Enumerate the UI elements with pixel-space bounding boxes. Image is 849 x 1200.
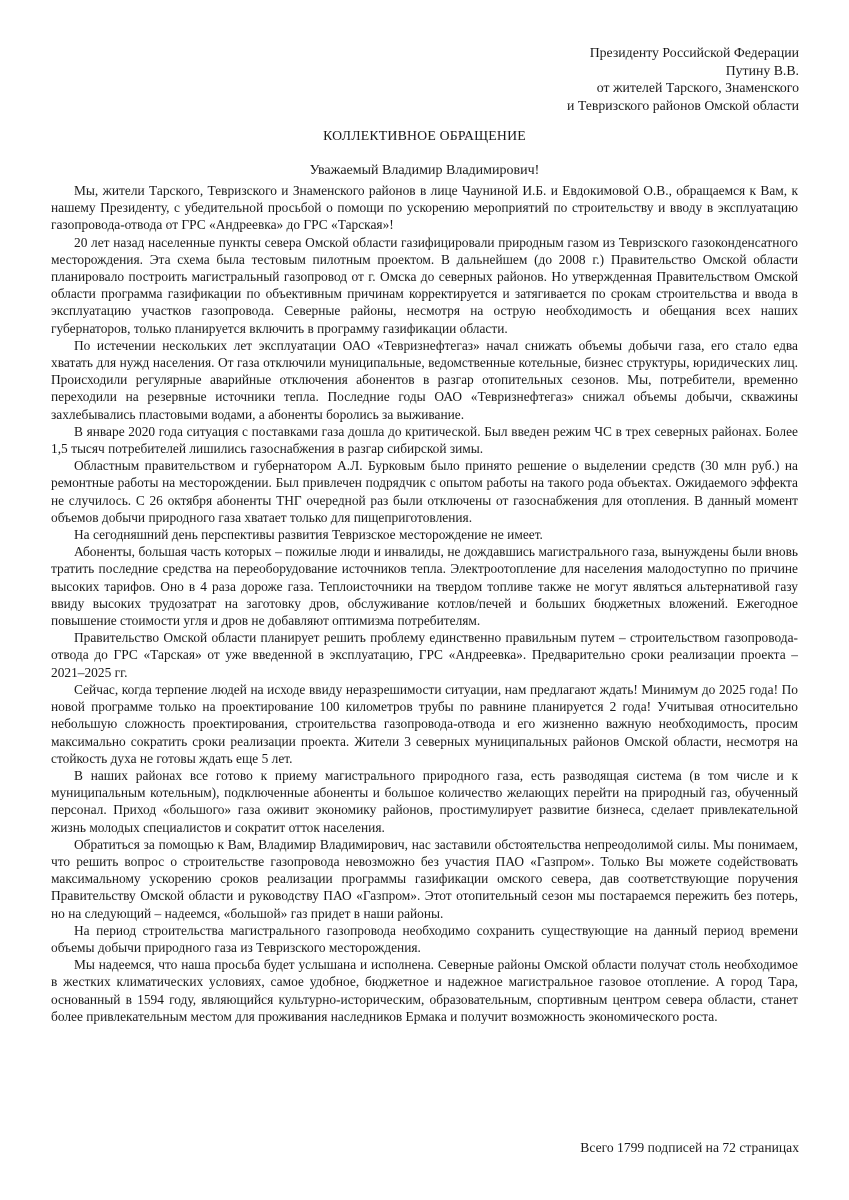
paragraph: Областным правительством и губернатором А.Л. Бурковым было принято решение о выделении средств (30 млн руб.) на ремонтные работы на месторождении. Был привлечен подрядчик с опытом работы на такого рода объектах. Ожидаемого эффекта не случилось. С 26 октября абоненты ТНГ очередной раз были отключены от газоснабжения для отопления. В данный момент объемов добычи природного газа хватает только для пищеприготовления. xyxy=(51,458,798,525)
paragraph: По истечении нескольких лет эксплуатации ОАО «Тевризнефтегаз» начал снижать объемы добычи газа, его стало едва хватать для нужд населения. От газа отключили муниципальные, ведомственные котельные, бизнес структуры, юридических лиц. Происходили регулярные аварийные отключения абонентов в разгар отопительных сезонов. Мы, потребители, временно переходили на резервные источники тепла. Последние годы ОАО «Тевризнефтегаз» снижал объемы добычи, скважины захлебывались пластовыми водами, а абоненты боролись за выживание. xyxy=(51,337,798,422)
paragraph: На период строительства магистрального газопровода необходимо сохранить существующие на данный период времени объемы добычи природного газа из Тевризского месторождения. xyxy=(51,922,798,955)
addressee-line: Президенту Российской Федерации xyxy=(589,45,799,60)
paragraph: Сейчас, когда терпение людей на исходе ввиду неразрешимости ситуации, нам предлагают ждать! Минимум до 2025 года! По новой программе только на проектирование 100 километров трубы по равнине планируется 2 года! Учитывая относительно небольшую сложность проектирования, строительства газопровода-отвода и его жизненно важную необходимость, просим максимально сократить сроки реализации проекта. Жители 3 северных муниципальных районов Омской области, несмотря на стойкость духа не готовы ждать еще 5 лет. xyxy=(51,681,798,766)
addressee-block xyxy=(567,44,799,114)
paragraph: На сегодняшний день перспективы развития Тевризское месторождение не имеет. xyxy=(74,527,543,543)
addressee-line: Путину В.В. xyxy=(725,62,799,78)
paragraph: Обратиться за помощью к Вам, Владимир Владимирович, нас заставили обстоятельства непреодолимой силы. Мы понимаем, что решить вопрос о строительстве газопровода невозможно без участия ПАО «Газпром». Только Вы можете содействовать максимальному ускорению сроков реализации программы газификации омского севера, дав соответствующие поручения Правительству Омской области и руководству ПАО «Газпром». Этот отопительный сезон мы постараемся пережить без потерь, но на следующий – надеемся, «большой» газ придет в наши районы. xyxy=(51,836,798,921)
document-title: КОЛЛЕКТИВНОЕ ОБРАЩЕНИЕ xyxy=(323,128,526,143)
paragraph: Мы надеемся, что наша просьба будет услышана и исполнена. Северные районы Омской области получат столь необходимое в жестких климатических условиях, самое удобное, бюджетное и надежное магистральное газовое отопление. А город Тара, основанный в 1594 году, являющийся культурно-историческим, образовательным, спортивным центром севера области, станет более привлекательным местом для проживания наследников Ермака и получит возможность экономического роста. xyxy=(51,957,798,1024)
addressee-line: и Тевризского районов Омской области xyxy=(566,97,799,113)
paragraph: Мы, жители Тарского, Тевризского и Знаменского районов в лице Чауниной И.Б. и Евдокимовой О.В., обращаемся к Вам, к нашему Президенту, с убедительной просьбой о помощи по ускорению мероприятий по строительству и вводу в эксплуатацию газопровода-отвода от ГРС «Андреевка» до ГРС «Тарская»! xyxy=(51,183,798,233)
paragraph: Абоненты, большая часть которых – пожилые люди и инвалиды, не дождавшись магистрального газа, вынуждены были вновь тратить последние средства на переоборудование источников тепла. Электроотопление для населения малодоступно по причине высоких тарифов. Оно в 4 раза дороже газа. Теплоисточники на твердом топливе также не могут являться альтернативой газу ввиду высоких трудозатрат на заготовку дров, обслуживание котлов/печей и больших бюджетных вложений. Ежегодное повышение стоимости угля и дров не добавляют оптимизма потребителям. xyxy=(51,544,798,629)
letter-body xyxy=(51,182,798,1025)
paragraph: В январе 2020 года ситуация с поставками газа дошла до критической. Был введен режим ЧС в трех северных районах. Более 1,5 тысяч потребителей лишились газоснабжения в разгар сибирской зимы. xyxy=(51,423,798,457)
paragraph: Правительство Омской области планирует решить проблему единственно правильным путем – строительством газопровода-отвода до ГРС «Тарская» от уже введенной в эксплуатацию, ГРС «Андреевка». Предварительно сроки реализации проекта – 2021–2025 гг. xyxy=(51,630,798,680)
addressee-line: от жителей Тарского, Знаменского xyxy=(596,80,799,95)
salutation: Уважаемый Владимир Владимирович! xyxy=(309,163,540,178)
paragraph: 20 лет назад населенные пункты севера Омской области газифицировали природным газом из Тевризского газоконденсатного месторождения. Эта схема была тестовым пилотным проектом. В дальнейшем (до 2008 г.) Правительство Омской области планировало построить магистральный газопровод от г. Омска до северных районов. Но утвержденная Правительством Омской области программа газификации по объективным причинам корректируется и затягивается по срокам строительства и ввода в эксплуатацию участков газопровода. Северные районы, несмотря на острую необходимость и обещания всех наших губернаторов, только планируется включить в программу газификации области. xyxy=(51,234,798,336)
signature-count: Всего 1799 подписей на 72 страницах xyxy=(580,1140,799,1155)
paragraph: В наших районах все готово к приему магистрального природного газа, есть разводящая система (в том числе и к муниципальным котельным), подключенные абоненты и большое количество желающих перейти на природный газ, обученный персонал. Приход «большого» газа оживит экономику районов, простимулирует развитие бизнеса, сделает привлекательной жизнь молодых специалистов и сократит отток населения. xyxy=(51,767,798,835)
